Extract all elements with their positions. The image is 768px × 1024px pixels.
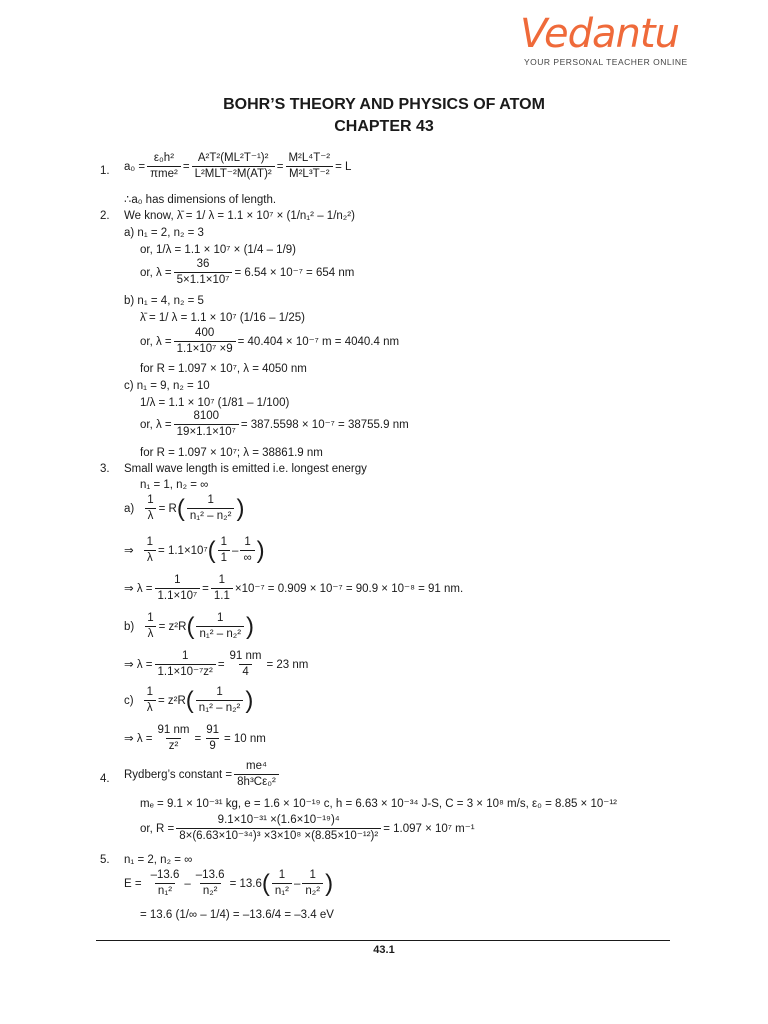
q2c-line3: for R = 1.097 × 10⁷; λ = 38861.9 nm [140, 447, 323, 459]
numerator: me⁴ [246, 760, 267, 772]
denominator: z² [166, 738, 182, 753]
numerator: –13.6 [195, 869, 225, 881]
fraction [196, 612, 244, 641]
q4-rydberg-formula [124, 760, 281, 789]
prefix: ⇒ λ = [124, 582, 153, 595]
q3-step1 [124, 536, 265, 565]
numerator: 1 [174, 574, 181, 586]
numerator: 1 [147, 494, 154, 506]
left-paren: ( [186, 612, 195, 640]
q3-intro: Small wave length is emitted i.e. longest energy [124, 463, 367, 475]
fraction [155, 724, 193, 753]
denominator: λ [144, 550, 156, 565]
numerator: ε₀h² [153, 152, 175, 164]
q1-fraction-2 [192, 152, 275, 181]
logo-wordmark: Vedantu [520, 11, 679, 57]
denominator: L²MLT⁻²M(AT)² [192, 166, 275, 181]
denominator: n₂² [200, 883, 221, 898]
middle: = z²R [158, 694, 186, 707]
fraction [193, 869, 228, 898]
question-number-5: 5. [100, 854, 110, 866]
q2a-line1: or, 1/λ = 1.1 × 10⁷ × (1/4 – 1/9) [140, 244, 296, 256]
numerator: 1 [147, 612, 154, 624]
suffix: = 387.5598 × 10⁻⁷ = 38755.9 nm [240, 418, 409, 431]
part-label: b) [124, 620, 135, 633]
suffix: ×10⁻⁷ = 0.909 × 10⁻⁷ = 90.9 × 10⁻⁸ = 91 nm. [234, 582, 464, 595]
q5-result: = 13.6 (1/∞ – 1/4) = –13.6/4 = –3.4 eV [140, 909, 334, 921]
denominator: n₂² [302, 883, 323, 898]
denominator: 9 [206, 738, 218, 753]
numerator: M²L⁴T⁻² [288, 152, 331, 164]
fraction [218, 536, 230, 565]
left-paren: ( [207, 536, 216, 564]
q2c-label: c) n₁ = 9, n₂ = 10 [124, 380, 210, 392]
middle: = R [158, 502, 177, 515]
prefix: or, λ = [140, 266, 172, 279]
middle: = 13.6 [229, 877, 262, 890]
prefix: ⇒ λ = [124, 732, 153, 745]
numerator: 91 nm [229, 650, 262, 662]
suffix: = 10 nm [223, 732, 266, 745]
prefix: E = [124, 877, 142, 890]
numerator: 1 [278, 869, 286, 881]
minus: – [293, 877, 301, 890]
page-title: BOHR’S THEORY AND PHYSICS OF ATOM [223, 96, 545, 113]
numerator: 1 [146, 536, 154, 548]
numerator: 400 [195, 327, 215, 339]
q2b-label: b) n₁ = 4, n₂ = 5 [124, 295, 204, 307]
middle: = z²R [158, 620, 187, 633]
numerator: 1 [218, 574, 226, 586]
fraction [155, 574, 201, 603]
fraction [155, 650, 216, 679]
q1-note: ∴a₀ has dimensions of length. [124, 194, 277, 206]
q3b-equation [124, 612, 254, 641]
denominator: 1.1 [211, 588, 233, 603]
implies: ⇒ [124, 544, 134, 557]
numerator: 1 [309, 869, 316, 881]
numerator: 1 [216, 686, 223, 698]
q2-intro: We know, λ̄ = 1/ λ = 1.1 × 10⁷ × (1/n₁² – 1/n₂²) [124, 210, 355, 222]
denominator: 8×(6.63×10⁻³⁴)³ ×3×10⁸ ×(8.85×10⁻¹²)² [176, 828, 381, 843]
q3c-equation [124, 686, 253, 715]
fraction [187, 494, 235, 523]
right-paren: ) [325, 869, 334, 897]
q3a-equation [124, 494, 244, 523]
q3-line1: n₁ = 1, n₂ = ∞ [140, 479, 209, 491]
fraction [176, 814, 381, 843]
numerator: –13.6 [150, 869, 180, 881]
q2b-result [140, 327, 399, 356]
right-paren: ) [246, 612, 255, 640]
q1-result: = L [335, 160, 352, 173]
chapter-title: CHAPTER 43 [334, 118, 434, 135]
suffix: = 1.097 × 10⁷ m⁻¹ [383, 822, 475, 835]
part-label: c) [124, 694, 134, 707]
q2c-line1: 1/λ = 1.1 × 10⁷ (1/81 – 1/100) [140, 397, 290, 409]
fraction [234, 760, 279, 789]
q1-lhs: a₀ = [124, 160, 146, 173]
denominator: n₁² – n₂² [196, 700, 244, 715]
q2a-label: a) n₁ = 2, n₂ = 3 [124, 227, 204, 239]
q1-dimension-equation [124, 152, 351, 181]
equals: = [194, 732, 202, 745]
numerator: 1 [217, 612, 224, 624]
q2a-result [140, 258, 354, 287]
fraction [144, 494, 156, 523]
prefix: or, λ = [140, 418, 172, 431]
numerator: 9.1×10⁻³¹ ×(1.6×10⁻¹⁹)⁴ [217, 814, 340, 826]
q3-step2 [124, 574, 463, 603]
equals: = [217, 658, 225, 671]
q2b-line1: λ̄ = 1/ λ = 1.1 × 10⁷ (1/16 – 1/25) [140, 312, 305, 324]
q1-fraction-1 [147, 152, 181, 181]
denominator: n₁² [272, 883, 292, 898]
q4-constants: mₑ = 9.1 × 10⁻³¹ kg, e = 1.6 × 10⁻¹⁹ c, h = 6.63 × 10⁻³⁴ J-S, C = 3 × 10⁸ m/s, ε₀ = 8.85 × 10⁻¹² [140, 798, 617, 810]
q2b-line3: for R = 1.097 × 10⁷, λ = 4050 nm [140, 363, 307, 375]
question-number-1: 1. [100, 165, 110, 177]
minus: – [232, 544, 239, 557]
denominator: 19×1.1×10⁷ [174, 424, 239, 439]
denominator: n₁² – n₂² [196, 626, 244, 641]
q2b-fraction [174, 327, 236, 356]
footer-divider [96, 940, 670, 941]
fraction [144, 536, 156, 565]
q3-step3 [124, 650, 308, 679]
vedantu-logo [520, 12, 690, 72]
denominator: n₁² [155, 883, 175, 898]
fraction [144, 612, 156, 641]
q2a-fraction [174, 258, 233, 287]
fraction [144, 686, 156, 715]
q5-line1: n₁ = 2, n₂ = ∞ [124, 854, 193, 866]
fraction [302, 869, 323, 898]
denominator: 1 [218, 550, 230, 565]
fraction [148, 869, 183, 898]
logo-tagline: YOUR PERSONAL TEACHER ONLINE [524, 57, 688, 67]
prefix: or, λ = [140, 335, 172, 348]
fraction [240, 536, 254, 565]
denominator: 1.1×10⁻⁷z² [155, 664, 216, 679]
q4-result [140, 814, 475, 843]
left-paren: ( [176, 494, 185, 522]
q3-step4 [124, 724, 266, 753]
denominator: λ [144, 700, 156, 715]
fraction [272, 869, 292, 898]
prefix: or, R = [140, 822, 175, 835]
page-number: 43.1 [373, 944, 395, 956]
denominator: λ [145, 626, 157, 641]
prefix: ⇒ λ = [124, 658, 153, 671]
equals: = [202, 582, 209, 595]
denominator: πme² [147, 166, 181, 181]
right-paren: ) [256, 536, 265, 564]
prefix: Rydberg’s constant = [124, 768, 233, 781]
equals: = [276, 160, 284, 173]
fraction [196, 686, 244, 715]
denominator: 8h³Cε₀² [234, 774, 279, 789]
minus: – [184, 877, 191, 890]
numerator: 91 nm [157, 724, 190, 736]
equals: = [182, 160, 190, 173]
numerator: 1 [146, 686, 153, 698]
q2c-result [140, 410, 409, 439]
fraction [211, 574, 233, 603]
middle: = 1.1×10⁷ [158, 544, 208, 557]
q1-fraction-3 [285, 152, 333, 181]
left-paren: ( [261, 869, 270, 897]
suffix: = 40.404 × 10⁻⁷ m = 4040.4 nm [237, 335, 400, 348]
numerator: 91 [206, 724, 219, 736]
denominator: 4 [239, 664, 251, 679]
suffix: = 6.54 × 10⁻⁷ = 654 nm [234, 266, 355, 279]
numerator: 36 [196, 258, 210, 270]
numerator: 8100 [193, 410, 220, 422]
right-paren: ) [236, 494, 245, 522]
question-number-4: 4. [100, 773, 110, 785]
question-number-3: 3. [100, 463, 110, 475]
denominator: 1.1×10⁷ [155, 588, 201, 603]
fraction [203, 724, 222, 753]
fraction [227, 650, 265, 679]
q2c-fraction [174, 410, 239, 439]
right-paren: ) [245, 686, 254, 714]
denominator: M²L³T⁻² [286, 166, 333, 181]
question-number-2: 2. [100, 210, 110, 222]
numerator: 1 [207, 494, 214, 506]
q5-energy-equation [124, 869, 333, 898]
numerator: A²T²(ML²T⁻¹)² [197, 152, 269, 164]
suffix: = 23 nm [266, 658, 309, 671]
denominator: ∞ [240, 550, 254, 565]
numerator: 1 [244, 536, 251, 548]
numerator: 1 [220, 536, 228, 548]
part-label: a) [124, 502, 135, 515]
denominator: 5×1.1×10⁷ [174, 272, 233, 287]
numerator: 1 [181, 650, 189, 662]
denominator: n₁² – n₂² [187, 508, 235, 523]
denominator: 1.1×10⁷ ×9 [174, 341, 236, 356]
denominator: λ [145, 508, 157, 523]
left-paren: ( [185, 686, 194, 714]
